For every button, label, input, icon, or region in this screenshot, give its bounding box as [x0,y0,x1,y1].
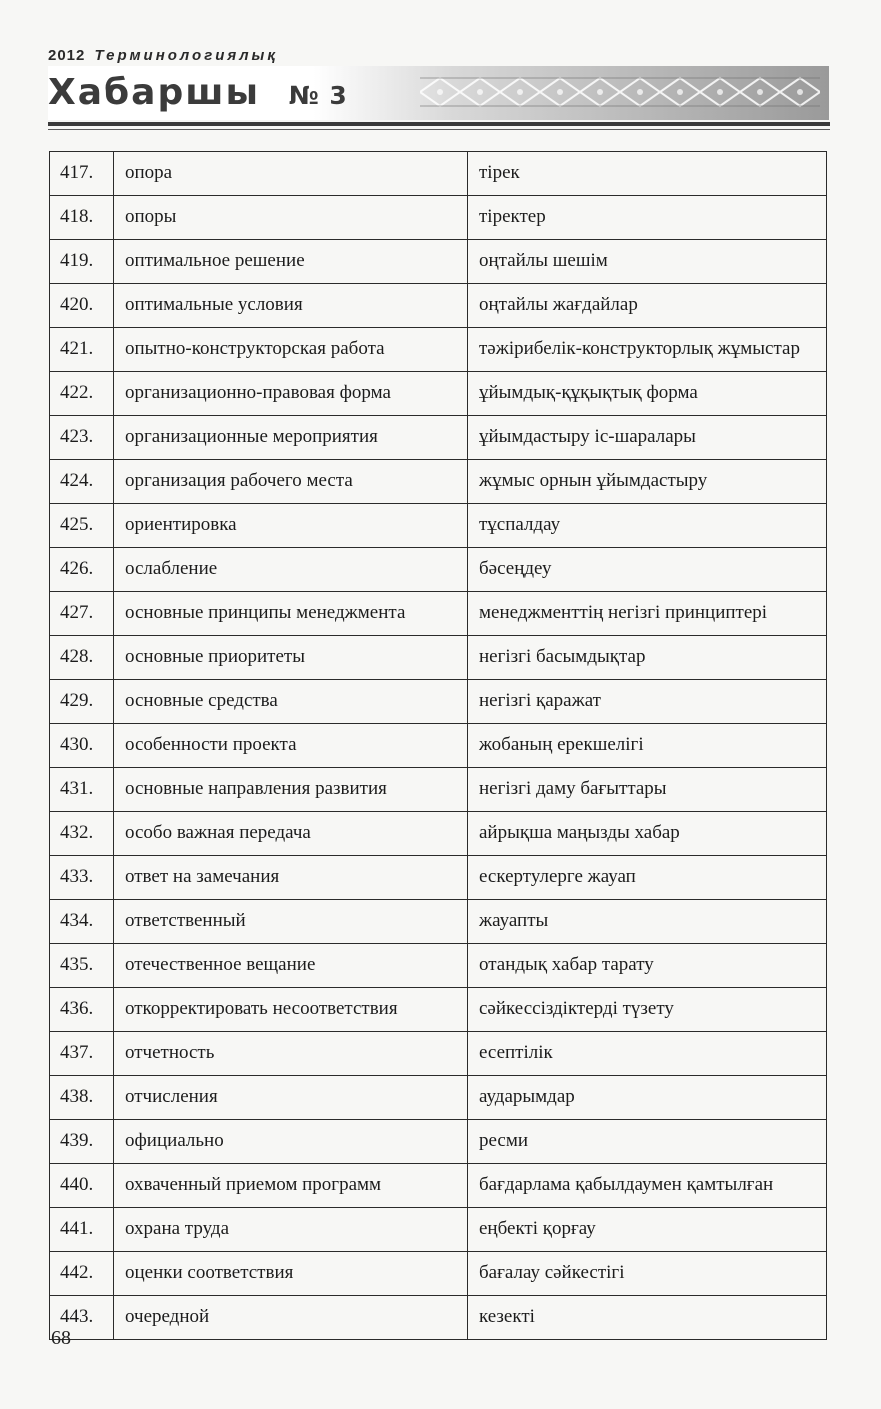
header-rule-thin [48,129,830,130]
table-row [50,988,827,1032]
term-russian: ответственный [114,900,468,944]
term-kazakh: айрықша маңызды хабар [468,812,827,856]
table-row [50,1032,827,1076]
terminology-table [49,151,827,1340]
term-number: 425. [50,504,114,548]
term-russian: отечественное вещание [114,944,468,988]
term-russian: основные приоритеты [114,636,468,680]
term-russian: ответ на замечания [114,856,468,900]
term-kazakh: жобаның ерекшелігі [468,724,827,768]
term-number: 441. [50,1208,114,1252]
term-russian: организационные мероприятия [114,416,468,460]
term-russian: основные средства [114,680,468,724]
term-russian: ориентировка [114,504,468,548]
term-kazakh: оңтайлы жағдайлар [468,284,827,328]
table-row [50,856,827,900]
table-row [50,504,827,548]
table-row [50,1296,827,1340]
term-number: 427. [50,592,114,636]
table-row [50,1076,827,1120]
term-number: 417. [50,152,114,196]
term-kazakh: тіректер [468,196,827,240]
term-russian: официально [114,1120,468,1164]
term-kazakh: тұспалдау [468,504,827,548]
term-russian: организация рабочего места [114,460,468,504]
term-number: 440. [50,1164,114,1208]
term-russian: основные направления развития [114,768,468,812]
term-russian: основные принципы менеджмента [114,592,468,636]
terminology-table-body [50,152,827,1340]
term-number: 424. [50,460,114,504]
table-row [50,1252,827,1296]
table-row [50,1120,827,1164]
term-number: 433. [50,856,114,900]
term-number: 422. [50,372,114,416]
term-kazakh: ресми [468,1120,827,1164]
term-number: 442. [50,1252,114,1296]
term-kazakh: менеджменттің негізгі принциптері [468,592,827,636]
table-row [50,724,827,768]
term-kazakh: ескертулерге жауап [468,856,827,900]
term-number: 418. [50,196,114,240]
table-row [50,196,827,240]
header-rule-thick [48,122,830,126]
journal-title [48,68,348,121]
term-kazakh: жауапты [468,900,827,944]
term-number: 420. [50,284,114,328]
term-number: 423. [50,416,114,460]
term-russian: организационно-правовая форма [114,372,468,416]
term-russian: оценки соответствия [114,1252,468,1296]
term-russian: ослабление [114,548,468,592]
table-row [50,416,827,460]
ornament-pattern-icon [420,74,820,110]
table-row [50,812,827,856]
term-russian: оптимальное решение [114,240,468,284]
table-row [50,284,827,328]
table-row [50,460,827,504]
term-russian: отчетность [114,1032,468,1076]
term-kazakh: бағалау сәйкестігі [468,1252,827,1296]
term-kazakh: негізгі басымдықтар [468,636,827,680]
term-kazakh: бәсеңдеу [468,548,827,592]
term-number: 426. [50,548,114,592]
journal-year: 2012 [48,47,86,64]
term-number: 429. [50,680,114,724]
term-number: 437. [50,1032,114,1076]
table-row [50,328,827,372]
table-row [50,240,827,284]
journal-series-line [48,47,278,64]
term-number: 428. [50,636,114,680]
term-number: 431. [50,768,114,812]
term-russian: охваченный приемом программ [114,1164,468,1208]
term-kazakh: отандық хабар тарату [468,944,827,988]
term-kazakh: жұмыс орнын ұйымдастыру [468,460,827,504]
table-row [50,768,827,812]
term-russian: откорректировать несоответствия [114,988,468,1032]
table-row [50,1208,827,1252]
term-kazakh: ұйымдық-құқықтық форма [468,372,827,416]
table-row [50,152,827,196]
table-row [50,1164,827,1208]
table-row [50,636,827,680]
journal-title-text: Хабаршы [48,72,261,113]
term-kazakh: ұйымдастыру іс-шаралары [468,416,827,460]
table-row [50,372,827,416]
term-russian: опоры [114,196,468,240]
term-number: 430. [50,724,114,768]
term-russian: опора [114,152,468,196]
term-kazakh: оңтайлы шешім [468,240,827,284]
table-row [50,900,827,944]
term-russian: очередной [114,1296,468,1340]
journal-series: Терминологиялық [94,47,278,64]
term-russian: отчисления [114,1076,468,1120]
term-kazakh: тәжірибелік-конструкторлық жұмыстар [468,328,827,372]
term-number: 443. [50,1296,114,1340]
term-kazakh: еңбекті қорғау [468,1208,827,1252]
term-number: 436. [50,988,114,1032]
term-russian: охрана труда [114,1208,468,1252]
table-row [50,548,827,592]
term-kazakh: негізгі қаражат [468,680,827,724]
table-row [50,680,827,724]
term-number: 432. [50,812,114,856]
term-number: 419. [50,240,114,284]
term-russian: оптимальные условия [114,284,468,328]
term-kazakh: тірек [468,152,827,196]
term-russian: опытно-конструкторская работа [114,328,468,372]
term-number: 438. [50,1076,114,1120]
table-row [50,944,827,988]
page-number: 68 [51,1327,71,1349]
term-kazakh: сәйкессіздіктерді түзету [468,988,827,1032]
term-kazakh: аударымдар [468,1076,827,1120]
journal-issue: № 3 [288,81,348,110]
term-kazakh: негізгі даму бағыттары [468,768,827,812]
term-russian: особо важная передача [114,812,468,856]
term-number: 435. [50,944,114,988]
term-number: 434. [50,900,114,944]
term-number: 439. [50,1120,114,1164]
term-number: 421. [50,328,114,372]
table-row [50,592,827,636]
term-kazakh: бағдарлама қабылдаумен қамтылған [468,1164,827,1208]
term-russian: особенности проекта [114,724,468,768]
term-kazakh: кезекті [468,1296,827,1340]
term-kazakh: есептілік [468,1032,827,1076]
